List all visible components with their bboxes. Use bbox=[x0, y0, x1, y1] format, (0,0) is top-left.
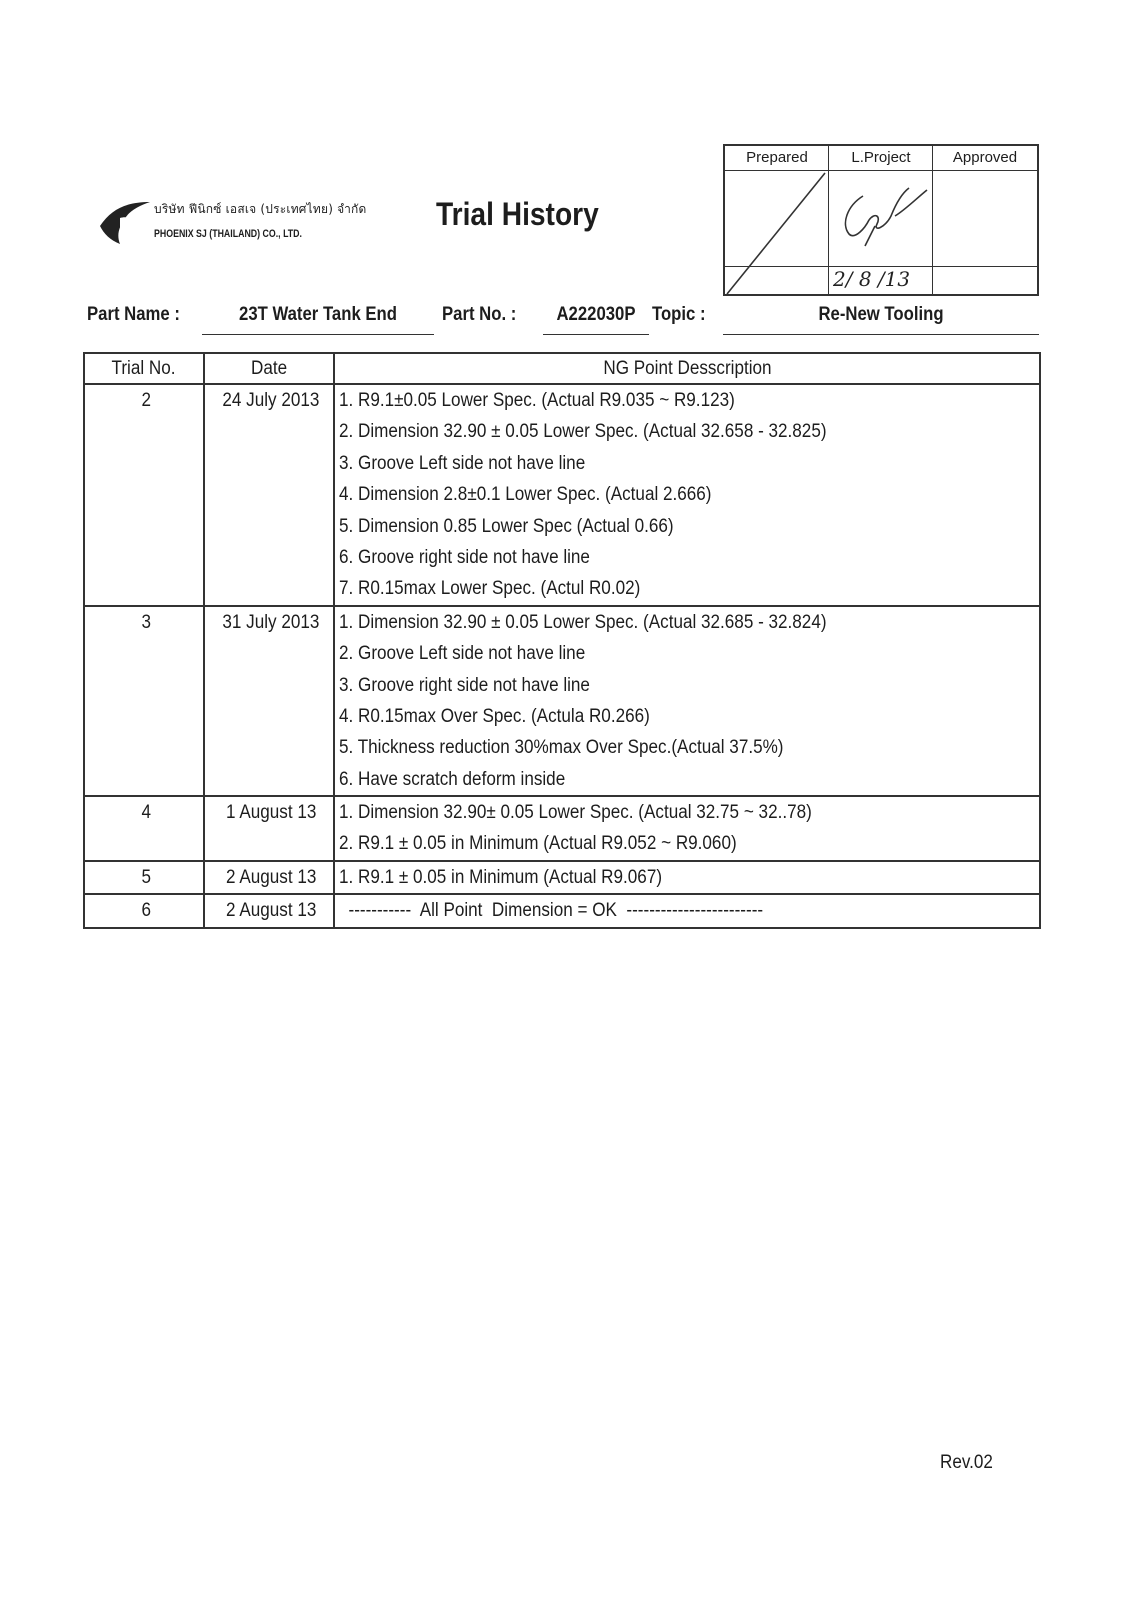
company-name-english: PHOENIX SJ (THAILAND) CO., LTD. bbox=[154, 228, 302, 240]
ng-item: 2. Groove Left side not have line bbox=[339, 643, 586, 665]
trial-number: 3 bbox=[84, 606, 204, 796]
part-no-label: Part No. : bbox=[442, 304, 517, 325]
trial-date: 1 August 13 bbox=[204, 796, 334, 861]
ng-item: 1. Dimension 32.90 ± 0.05 Lower Spec. (Actual 32.685 - 32.824) bbox=[339, 611, 827, 633]
ng-item: 5. Dimension 0.85 Lower Spec (Actual 0.66) bbox=[339, 515, 674, 537]
company-logo bbox=[98, 192, 367, 262]
header-trial-no: Trial No. bbox=[84, 353, 204, 384]
company-name-thai: บริษัท ฟีนิกซ์ เอสเจ (ประเทศไทย) จำกัด bbox=[154, 202, 367, 216]
trial-number: 2 bbox=[84, 384, 204, 606]
ng-description bbox=[334, 861, 1040, 894]
trial-number: 6 bbox=[84, 894, 204, 927]
ng-item: 5. Thickness reduction 30%max Over Spec.(Actual 37.5%) bbox=[339, 737, 784, 759]
signature-mark bbox=[835, 176, 931, 256]
ng-item: 6. Have scratch deform inside bbox=[339, 768, 566, 790]
ng-item: ----------- All Point Dimension = OK ------------------------ bbox=[339, 900, 764, 922]
approval-box bbox=[723, 144, 1039, 296]
ng-item: 6. Groove right side not have line bbox=[339, 546, 590, 568]
topic-label: Topic : bbox=[652, 304, 706, 325]
part-no-value: A222030P bbox=[556, 304, 636, 325]
approved-date-cell bbox=[933, 266, 1037, 297]
signature-date: 2/ 8 /13 bbox=[833, 267, 911, 291]
table-row bbox=[84, 606, 1040, 796]
part-name-underline bbox=[202, 334, 434, 335]
trial-number: 5 bbox=[84, 861, 204, 894]
ng-item: 2. Dimension 32.90 ± 0.05 Lower Spec. (Actual 32.658 - 32.825) bbox=[339, 421, 827, 443]
header-ng-description: NG Point Desscription bbox=[334, 353, 1040, 384]
phoenix-logo-icon bbox=[98, 196, 154, 248]
header-date: Date bbox=[204, 353, 334, 384]
topic-underline bbox=[723, 334, 1039, 335]
trial-history-table bbox=[83, 352, 1041, 929]
ng-item: 7. R0.15max Lower Spec. (Actul R0.02) bbox=[339, 578, 641, 600]
ng-item: 1. R9.1±0.05 Lower Spec. (Actual R9.035 ~ R9.123) bbox=[339, 390, 735, 411]
ng-item: 3. Groove Left side not have line bbox=[339, 452, 586, 474]
approved-label: Approved bbox=[933, 146, 1037, 171]
ng-item: 4. R0.15max Over Spec. (Actula R0.266) bbox=[339, 705, 650, 727]
trial-date: 24 July 2013 bbox=[204, 384, 334, 606]
prepared-label: Prepared bbox=[725, 146, 829, 171]
part-name-label: Part Name : bbox=[87, 304, 180, 325]
ng-item: 3. Groove right side not have line bbox=[339, 674, 590, 696]
table-row bbox=[84, 894, 1040, 927]
ng-description bbox=[334, 796, 1040, 861]
trial-date: 31 July 2013 bbox=[204, 606, 334, 796]
trial-date: 2 August 13 bbox=[204, 861, 334, 894]
revision-label: Rev.02 bbox=[940, 1452, 993, 1473]
table-row bbox=[84, 861, 1040, 894]
table-row bbox=[84, 384, 1040, 606]
project-label: L.Project bbox=[829, 146, 933, 171]
ng-item: 4. Dimension 2.8±0.1 Lower Spec. (Actual 2.666) bbox=[339, 484, 712, 506]
part-name-value: 23T Water Tank End bbox=[239, 304, 397, 325]
table-row bbox=[84, 796, 1040, 861]
part-no-underline bbox=[543, 334, 649, 335]
prepared-strike-line bbox=[725, 171, 829, 296]
ng-description bbox=[334, 384, 1040, 606]
ng-item: 1. Dimension 32.90± 0.05 Lower Spec. (Actual 32.75 ~ 32..78) bbox=[339, 802, 812, 824]
ng-item: 1. R9.1 ± 0.05 in Minimum (Actual R9.067) bbox=[339, 866, 663, 888]
trial-date: 2 August 13 bbox=[204, 894, 334, 927]
ng-description bbox=[334, 606, 1040, 796]
table-header-row bbox=[84, 353, 1040, 384]
page-title: Trial History bbox=[436, 196, 599, 232]
trial-number: 4 bbox=[84, 796, 204, 861]
ng-item: 2. R9.1 ± 0.05 in Minimum (Actual R9.052 ~ R9.060) bbox=[339, 833, 737, 855]
topic-value: Re-New Tooling bbox=[818, 304, 944, 325]
ng-description bbox=[334, 894, 1040, 927]
